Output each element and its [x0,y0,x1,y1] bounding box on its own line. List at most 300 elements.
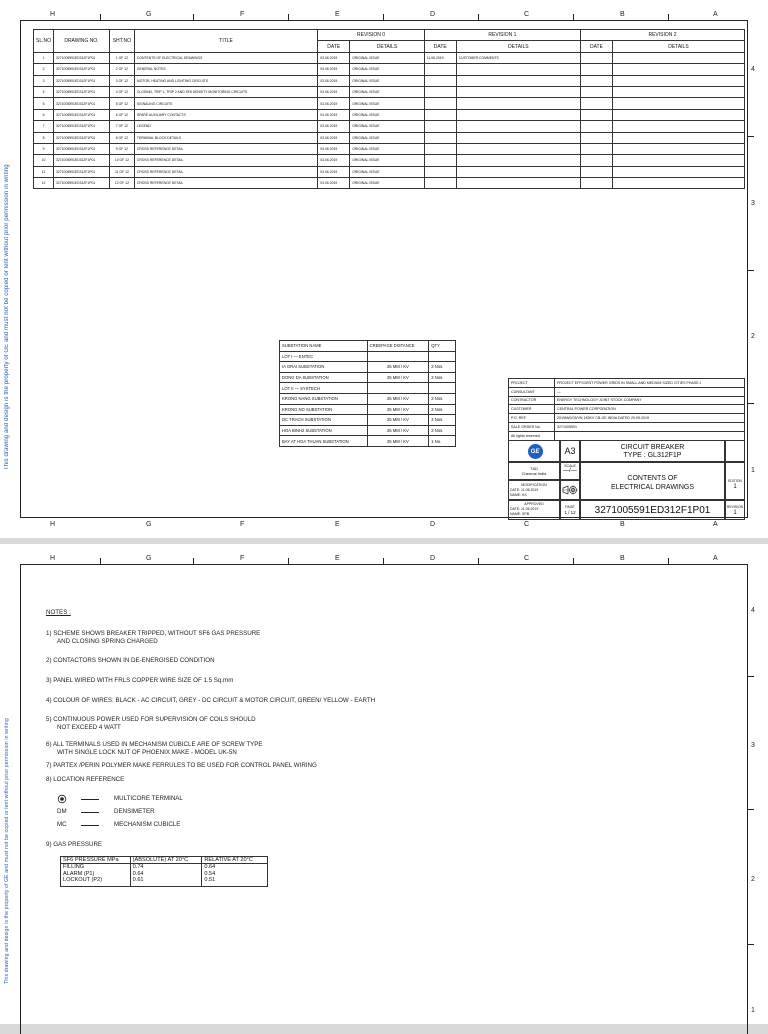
row-rev1-details [456,109,580,120]
row-slno: 7 [34,121,54,132]
project-info-row [509,422,745,431]
row-sht-no: 7 OF 12 [109,121,134,132]
project-info-label: All rights reserved [509,431,555,440]
project-info-row [509,414,745,423]
row-rev0-date: 03.06.2019 [318,52,350,63]
row-drawing-no: 3271005591ED312F1P01 [54,64,110,75]
gas-pressure-title: 9) GAS PRESSURE [46,841,103,848]
page-value: 1 / 12 [564,510,576,515]
row-rev0-date: 03.06.2019 [318,155,350,166]
project-info-value: CENTRAL POWER CORPORATION [555,405,745,414]
zone-tick [573,14,574,20]
zone-label: E [335,521,340,528]
location-label: MECHANISM CUBICLE [114,821,181,828]
creepage-distance: 25 MM / KV [367,436,429,447]
zone-tick [383,558,384,564]
row-rev2-details [612,86,744,97]
col-header-revision-2: REVISION 2 [581,30,745,41]
project-info-table [508,378,745,441]
zone-tick [748,676,754,677]
company-location: Chennai India [521,471,547,476]
row-rev1-date [424,155,456,166]
project-info-label: PROJECT [509,379,555,388]
project-info-label: CONTRACTOR [509,396,555,405]
substation-table [279,340,456,447]
zone-number: 2 [751,333,755,340]
row-rev2-details [612,109,744,120]
row-rev1-details [456,121,580,132]
modification-name: NAME: KS [510,493,527,497]
location-label: DENSIMETER [114,808,155,815]
project-info-label: SALE ORDER No. [509,422,555,431]
row-rev1-details: CUSTOMER COMMENTS [456,52,580,63]
project-info-value: 3271005591 [555,422,745,431]
row-rev2-date [581,143,613,154]
projection-cell [560,480,580,500]
row-rev0-date: 03.06.2019 [318,98,350,109]
zone-label: B [620,555,625,562]
zone-label: D [430,521,436,528]
zone-tick [748,403,754,404]
row-rev0-date: 03.06.2019 [318,132,350,143]
zone-number: 3 [751,200,755,207]
project-info-value: — [555,387,745,396]
sheet-title [580,462,725,500]
zone-label: H [50,521,56,528]
creepage-distance: 25 MM / KV [367,415,429,426]
index-row [34,121,745,132]
substation-row [280,372,456,383]
zone-tick [748,270,754,271]
location-label: MULTICORE TERMINAL [114,795,183,802]
zone-label: A [713,555,718,562]
col-header-drawing-no: DRAWING NO. [54,30,110,53]
zone-tick [668,558,669,564]
col-header-slno: SL.NO [34,30,54,53]
substation-row [280,404,456,415]
index-row [34,64,745,75]
row-title: SIGNALING CIRCUITS [134,98,317,109]
zone-number: 4 [751,66,755,73]
substation-row [280,351,456,362]
row-rev1-details [456,132,580,143]
row-rev1-date: 11.06.2019 [424,52,456,63]
col-header-details: DETAILS [350,41,425,52]
row-rev0-date: 03.06.2019 [318,109,350,120]
row-sht-no: 5 OF 12 [109,98,134,109]
row-title: CLOSING, TRIP 1, TRIP 2 AND SF6 DENSITY MONITORING CIRCUITS [134,86,317,97]
project-info-row [509,396,745,405]
gas-label: ALARM (P1) [63,870,95,877]
substation-qty: 3 Nos. [429,415,456,426]
sheet-size: A3 [560,440,580,462]
row-drawing-no: 3271005591ED312F1P01 [54,109,110,120]
zone-tick [478,558,479,564]
zone-label: D [430,555,436,562]
zone-number: 1 [751,1007,755,1014]
row-rev2-date [581,178,613,189]
zone-tick [383,14,384,20]
edition-value: 1 [733,484,737,490]
note-item: 7) PARTEX /PERIN POLYMER MAKE FERRULES TO BE USED FOR CONTROL PANEL WIRING [46,762,317,769]
row-rev1-date [424,166,456,177]
project-info-row [509,405,745,414]
ownership-note: This drawing and design is the property of GE and must not be copied or lent without prior permission in writing [4,718,10,984]
project-info-label: CUSTOMER [509,405,555,414]
project-info-label: CONSULTANT [509,387,555,396]
row-rev2-details [612,166,744,177]
col-header-creepage: CREEPAGE DISTANCE [367,341,429,352]
edition-label: EDITION [728,479,742,483]
zone-label: C [524,555,530,562]
row-rev2-details [612,132,744,143]
row-slno: 1 [34,52,54,63]
row-slno: 12 [34,178,54,189]
row-title: CROSS REFERENCE DETAIL [134,143,317,154]
row-rev1-details [456,178,580,189]
creepage-distance: 25 MM / KV [367,372,429,383]
substation-qty [429,351,456,362]
row-rev0-details: ORIGINAL ISSUE [350,143,425,154]
row-rev2-details [612,155,744,166]
row-drawing-no: 3271005591ED312F1P01 [54,155,110,166]
zone-label: F [240,11,245,18]
legend-dash [81,825,99,826]
location-symbol: DM [57,808,67,815]
row-slno: 6 [34,109,54,120]
row-title: CONTENTS OF ELECTRICAL DRAWINGS [134,52,317,63]
index-row [34,132,745,143]
row-rev1-date [424,132,456,143]
substation-row [280,436,456,447]
substation-row [280,383,456,394]
substation-row [280,393,456,404]
row-rev0-details: ORIGINAL ISSUE [350,109,425,120]
col-header-qty: QTY [429,341,456,352]
row-rev0-date: 03.06.2019 [318,86,350,97]
row-title: TERMINAL BLOCK DETAILS [134,132,317,143]
row-rev2-date [581,132,613,143]
index-row [34,52,745,63]
page-label: PAGE [565,505,575,509]
row-slno: 11 [34,166,54,177]
row-slno: 5 [34,98,54,109]
row-drawing-no: 3271005591ED312F1P01 [54,166,110,177]
zone-label: F [240,555,245,562]
row-rev2-date [581,121,613,132]
note-item-continued: WITH SINGLE LOCK NUT OF PHOENIX MAKE - MODEL UK-5N [57,749,237,756]
zone-tick [478,14,479,20]
row-rev2-date [581,64,613,75]
zone-number: 3 [751,742,755,749]
project-info-label: P.O. REF. [509,414,555,423]
row-rev1-details [456,98,580,109]
note-item: 3) PANEL WIRED WITH FRLS COPPER WIRE SIZE OF 1.5 Sq.mm [46,677,234,684]
zone-label: E [335,555,340,562]
substation-qty: 3 Nos. [429,393,456,404]
gas-value: 0.74 [132,864,144,870]
index-row [34,166,745,177]
substation-qty [429,383,456,394]
note-item: 2) CONTACTORS SHOWN IN DE-ENERGISED CONDITION [46,657,215,664]
row-rev0-details: ORIGINAL ISSUE [350,178,425,189]
revision-label: REVISION [726,505,744,509]
row-slno: 3 [34,75,54,86]
gas-value: 0.64 [204,864,216,870]
row-rev1-date [424,121,456,132]
note-item: 6) ALL TERMINALS USED IN MECHANISM CUBICLE ARE OF SCREW TYPE [46,741,263,748]
zone-tick [748,944,754,945]
row-rev2-details [612,64,744,75]
row-sht-no: 10 OF 12 [109,155,134,166]
row-rev2-details [612,121,744,132]
row-sht-no: 12 OF 12 [109,178,134,189]
substation-row [280,425,456,436]
row-sht-no: 8 OF 12 [109,132,134,143]
approved-label: APPROVED [524,502,544,506]
row-rev0-details: ORIGINAL ISSUE [350,98,425,109]
row-rev2-details [612,52,744,63]
zone-tick [288,558,289,564]
revision-cell [725,500,745,520]
row-rev1-details [456,155,580,166]
row-rev0-details: ORIGINAL ISSUE [350,52,425,63]
substation-qty: 3 Nos. [429,425,456,436]
row-sht-no: 3 OF 12 [109,75,134,86]
row-rev1-date [424,178,456,189]
col-header-revision-1: REVISION 1 [424,30,580,41]
col-header-substation: SUBSTATION NAME [280,341,368,352]
substation-name: KRONG NO SUBSTATION [280,404,368,415]
row-title: SPARE AUXILIARY CONTACTS [134,109,317,120]
row-rev2-details [612,178,744,189]
gas-labels [61,864,131,887]
row-rev0-details: ORIGINAL ISSUE [350,155,425,166]
row-rev0-date: 03.06.2019 [318,166,350,177]
modification-cell [508,480,560,500]
row-sht-no: 2 OF 12 [109,64,134,75]
legend-dash [81,812,99,813]
projection-symbol-icon [562,485,578,495]
approved-name: NAME: SPB [510,512,530,516]
company-cell [508,462,560,480]
project-info-value: PROJECT EFFICIENT POWER GRIDS IN SMALL AND MEDIUM SIZED CITIES PHASE-I [555,379,745,388]
project-info-row [509,379,745,388]
zone-tick [573,558,574,564]
zone-label: C [524,521,530,528]
zone-number: 1 [751,467,755,474]
row-slno: 4 [34,86,54,97]
project-info-value [555,431,745,440]
col-header-details: DETAILS [612,41,744,52]
row-slno: 9 [34,143,54,154]
row-slno: 8 [34,132,54,143]
row-rev1-details [456,64,580,75]
gas-pressure-table [60,856,268,887]
ge-logo-icon: GE [528,444,543,459]
row-rev0-details: ORIGINAL ISSUE [350,64,425,75]
row-rev0-details: ORIGINAL ISSUE [350,75,425,86]
gas-absolute-values [130,864,202,887]
row-rev1-date [424,75,456,86]
index-row [34,143,745,154]
zone-number: 4 [751,607,755,614]
index-row [34,86,745,97]
zone-label: E [335,11,340,18]
col-header-sf6: SF6 PRESSURE MPa [61,857,131,864]
substation-row [280,362,456,373]
substation-row [280,415,456,426]
row-rev0-date: 03.06.2019 [318,64,350,75]
substation-qty: 3 Nos. [429,404,456,415]
zone-number: 2 [751,876,755,883]
row-slno: 2 [34,64,54,75]
notes-title: NOTES : [46,609,71,616]
index-row [34,155,745,166]
approved-cell [508,500,560,520]
col-header-absolute: (ABSOLUTE) AT 20°C [130,857,202,864]
gas-value: 0.54 [204,870,216,877]
creepage-distance: 25 MM / KV [367,404,429,415]
zone-label: C [524,11,530,18]
substation-name: DONG DA SUBSTATION [280,372,368,383]
col-header-relative: RELATIVE AT 20°C [202,857,268,864]
row-rev1-details [456,75,580,86]
substation-name: LOT II — SYSTECH [280,383,368,394]
row-rev1-details [456,143,580,154]
zone-label: H [50,11,56,18]
row-rev1-date [424,64,456,75]
note-item: 4) COLOUR OF WIRES: BLACK - AC CIRCUIT, GREY - DC CIRCUIT & MOTOR CIRCUIT, GREEN/ YELLOW - EARTH [46,697,376,704]
substation-name: LOT I — ENTEC [280,351,368,362]
substation-name: HOA BINH2 SUBSTATION [280,425,368,436]
row-drawing-no: 3271005591ED312F1P01 [54,143,110,154]
col-header-title: TITLE [134,30,317,53]
substation-name: IA GRAI SUBSTATION [280,362,368,373]
substation-name: DC TRACH SUBSTATION [280,415,368,426]
gas-label: FILLING [63,864,85,870]
row-title: CROSS REFERENCE DETAIL [134,178,317,189]
project-info-value: 2019MAY03/VN 145KV CB-GE INDIA DATED 29.05.2019 [555,414,745,423]
row-rev0-details: ORIGINAL ISSUE [350,121,425,132]
row-rev0-date: 03.06.2019 [318,178,350,189]
col-header-sht-no: SHT.NO [109,30,134,53]
row-rev2-date [581,155,613,166]
row-rev2-date [581,52,613,63]
row-rev0-date: 03.06.2019 [318,121,350,132]
substation-body [280,351,456,446]
gas-relative-values [202,864,268,887]
note-item-continued: AND CLOSING SPRING CHARGED [57,638,158,645]
zone-tick [748,809,754,810]
page-cell [560,500,580,520]
gas-value: 0.64 [132,870,144,877]
row-rev2-date [581,75,613,86]
row-rev2-date [581,86,613,97]
scale-value: —/— [563,468,577,474]
gas-value: 0.61 [132,877,144,884]
row-rev0-details: ORIGINAL ISSUE [350,166,425,177]
row-drawing-no: 3271005591ED312F1P01 [54,86,110,97]
row-sht-no: 4 OF 12 [109,86,134,97]
row-drawing-no: 3271005591ED312F1P01 [54,121,110,132]
drawing-index-body [34,52,745,189]
row-drawing-no: 3271005591ED312F1P01 [54,178,110,189]
substation-qty: 3 Nos. [429,372,456,383]
col-header-date: DATE [581,41,613,52]
zone-tick [100,14,101,20]
creepage-distance: 25 MM / KV [367,393,429,404]
zone-tick [748,136,754,137]
index-row [34,75,745,86]
zone-label: G [146,555,152,562]
row-rev0-date: 03.06.2019 [318,75,350,86]
equipment-name: CIRCUIT BREAKER [620,444,685,451]
zone-label: G [146,521,152,528]
substation-qty: 1 No. [429,436,456,447]
equipment-description [580,440,725,462]
row-title: LEGEND [134,121,317,132]
row-rev0-details: ORIGINAL ISSUE [350,132,425,143]
creepage-distance [367,351,429,362]
zone-tick [668,14,669,20]
creepage-distance: 25 MM / KV [367,362,429,373]
row-rev2-date [581,109,613,120]
zone-tick [193,558,194,564]
substation-qty: 3 Nos. [429,362,456,373]
row-rev0-details: ORIGINAL ISSUE [350,86,425,97]
row-title: CROSS REFERENCE DETAIL [134,166,317,177]
row-title: CROSS REFERENCE DETAIL [134,155,317,166]
row-rev1-date [424,143,456,154]
drawing-index-table [33,29,745,189]
row-rev2-details [612,75,744,86]
approved-date: DATE: 11.06.2019 [510,507,539,511]
index-row [34,109,745,120]
zone-label: F [240,521,245,528]
zone-label: G [146,11,152,18]
project-info-body [509,379,745,441]
drawing-sheet-2 [0,544,768,1024]
row-title: MOTOR, HEATING AND LIGHTING CIRCUITS [134,75,317,86]
scale-cell [560,462,580,480]
col-header-date: DATE [424,41,456,52]
modification-label: MODIFICATION [521,483,547,487]
project-info-row [509,387,745,396]
gas-value: 0.51 [204,877,216,884]
note-item: 1) SCHEME SHOWS BREAKER TRIPPED, WITHOUT SF6 GAS PRESSURE [46,630,261,637]
equipment-type: TYPE : GL312F1P [623,452,682,459]
sheet-title-line: CONTENTS OF [627,475,678,482]
zone-tick [288,14,289,20]
zone-tick [193,14,194,20]
row-rev2-details [612,143,744,154]
index-row [34,98,745,109]
row-sht-no: 1 OF 12 [109,52,134,63]
row-sht-no: 11 OF 12 [109,166,134,177]
drawing-number: 3271005591ED312F1P01 [580,500,725,520]
row-rev1-date [424,98,456,109]
row-rev1-date [424,109,456,120]
row-drawing-no: 3271005591ED312F1P01 [54,98,110,109]
edition-cell [725,462,745,500]
legend-dash [81,799,99,800]
row-drawing-no: 3271005591ED312F1P01 [54,52,110,63]
creepage-distance: 25 MM / KV [367,425,429,436]
row-rev1-details [456,166,580,177]
index-row [34,178,745,189]
row-rev0-date: 03.06.2019 [318,143,350,154]
